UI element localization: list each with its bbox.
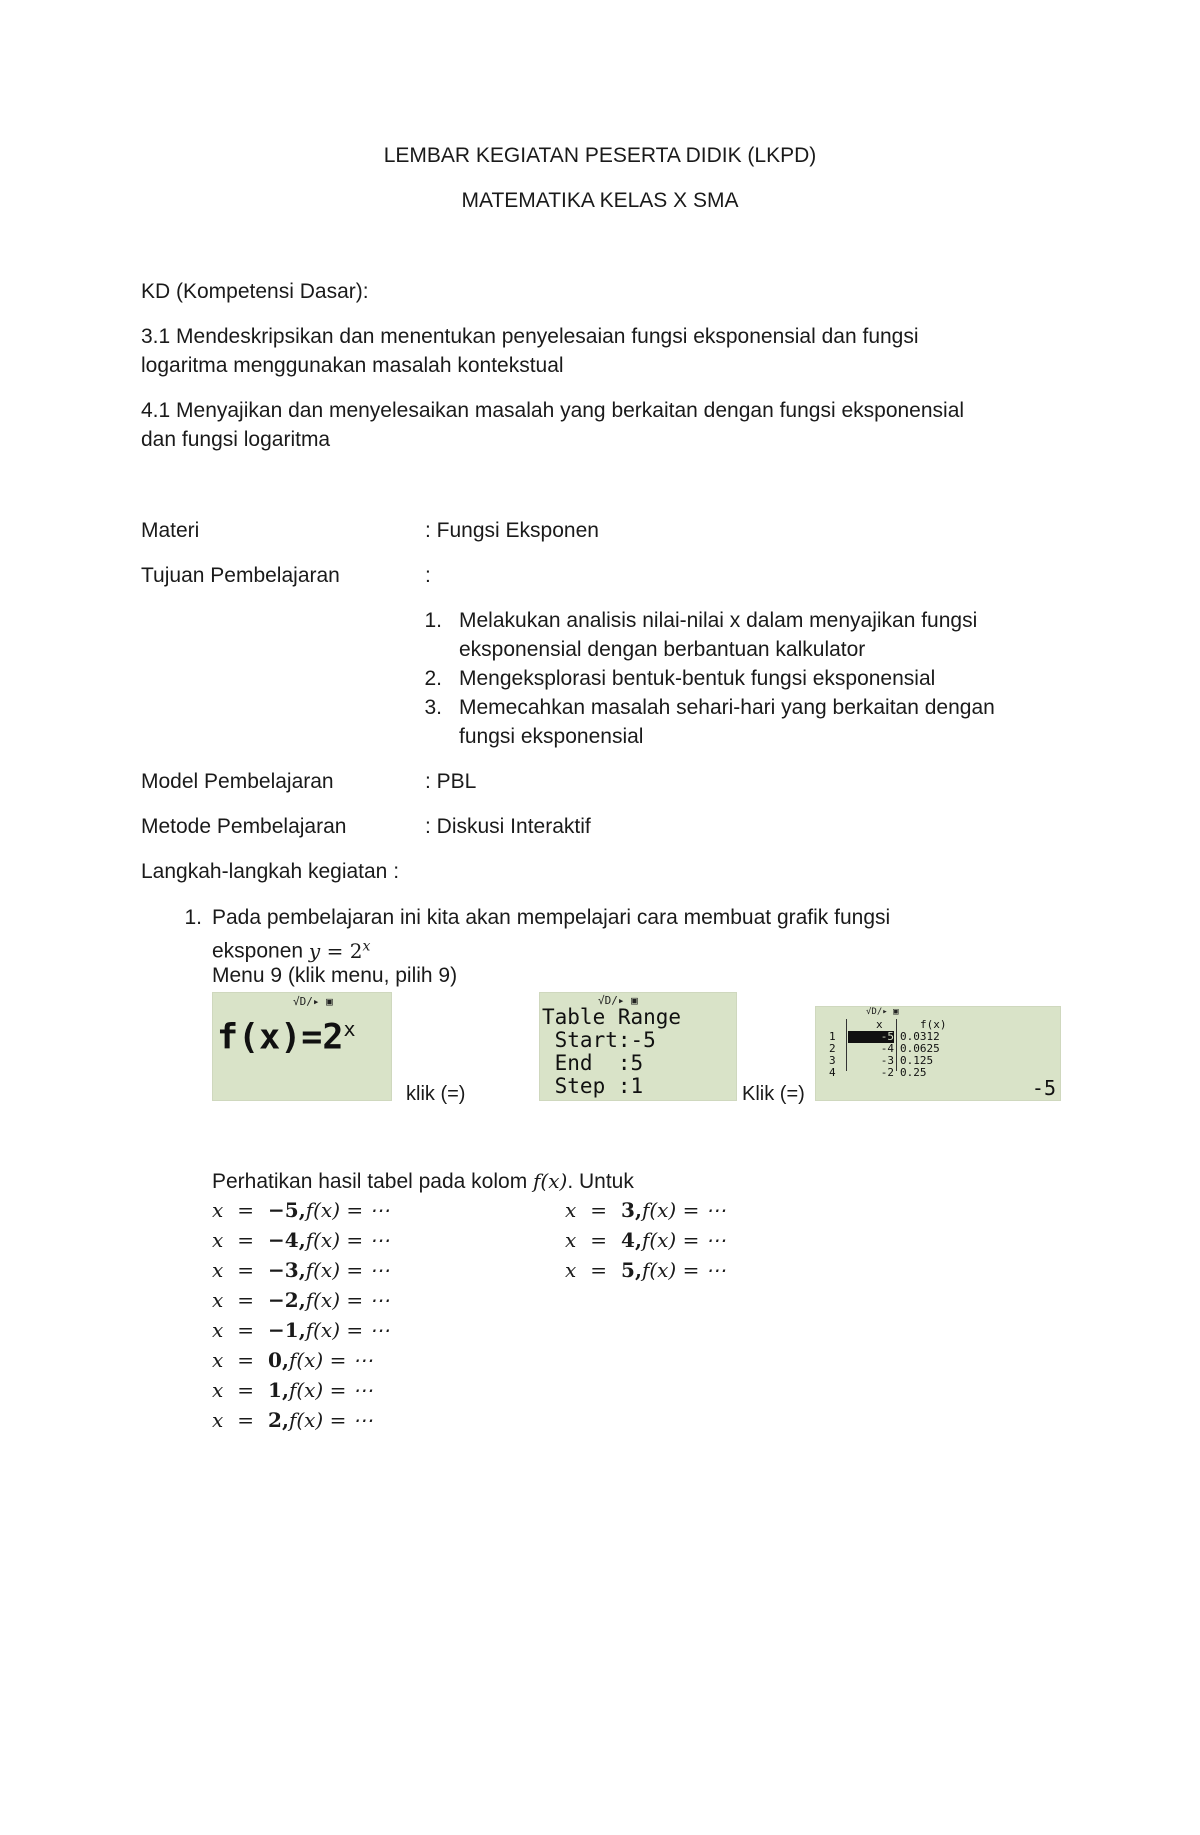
klik-equals-2: Klik (=) bbox=[742, 1083, 805, 1105]
equation-comma: , bbox=[634, 1228, 642, 1252]
formula-eq: = bbox=[320, 938, 350, 963]
observe-intro-fx: f(x) bbox=[533, 1169, 568, 1193]
table-row-2-f: 0.0625 bbox=[900, 1042, 940, 1055]
kd-4-1-line2: dan fungsi logaritma bbox=[141, 428, 331, 451]
table-range-line-2: Start:-5 bbox=[542, 1028, 656, 1052]
equation-equals: = bbox=[237, 1378, 255, 1402]
materi-value: : Fungsi Eksponen bbox=[425, 519, 599, 542]
step-1-num: 1. bbox=[184, 906, 202, 929]
calc-screen-table-range bbox=[539, 992, 737, 1101]
table-range-line-3: End :5 bbox=[542, 1051, 644, 1075]
equation-row bbox=[212, 1316, 389, 1345]
tujuan-item-2-num: 2. bbox=[424, 667, 442, 690]
equation-rhs: f(x) = ⋯ bbox=[641, 1258, 726, 1282]
equation-rhs: f(x) = ⋯ bbox=[288, 1348, 373, 1372]
equation-row bbox=[212, 1256, 389, 1285]
table-row-1-f: 0.0312 bbox=[900, 1030, 940, 1043]
table-divider-0 bbox=[846, 1019, 847, 1071]
tujuan-item-3-num: 3. bbox=[424, 696, 442, 719]
metode-label: Metode Pembelajaran bbox=[141, 815, 347, 838]
equation-row bbox=[212, 1376, 373, 1405]
calc-screen-table bbox=[815, 1006, 1061, 1101]
equation-equals: = bbox=[237, 1408, 255, 1432]
kd-3-1-line2: logaritma menggunakan masalah kontekstual bbox=[141, 354, 564, 377]
calc-indicator-2: √D/▸ ▣ bbox=[598, 994, 638, 1007]
equation-var: x bbox=[212, 1228, 224, 1252]
table-row-1-x: -5 bbox=[848, 1031, 894, 1043]
step-1-line1: Pada pembelajaran ini kita akan mempelajari cara membuat grafik fungsi bbox=[212, 906, 891, 929]
equation-rhs: f(x) = ⋯ bbox=[288, 1408, 373, 1432]
table-header-f: f(x) bbox=[920, 1018, 947, 1031]
equation-x-value: 3 bbox=[621, 1198, 635, 1222]
equation-row bbox=[212, 1406, 373, 1435]
equation-equals: = bbox=[590, 1198, 608, 1222]
equation-rhs: f(x) = ⋯ bbox=[641, 1198, 726, 1222]
kd-heading: KD (Kompetensi Dasar): bbox=[141, 280, 369, 303]
equation-equals: = bbox=[237, 1198, 255, 1222]
table-row-2-idx: 2 bbox=[829, 1042, 836, 1055]
calc-function-text bbox=[217, 1009, 355, 1058]
equation-comma: , bbox=[298, 1288, 306, 1312]
materi-label: Materi bbox=[141, 519, 200, 542]
equation-equals: = bbox=[590, 1258, 608, 1282]
table-bottom-value: -5 bbox=[1031, 1076, 1056, 1100]
equation-rhs: f(x) = ⋯ bbox=[305, 1258, 390, 1282]
table-row-2-x: -4 bbox=[880, 1042, 894, 1055]
kd-4-1-line1: 4.1 Menyajikan dan menyelesaikan masalah yang berkaitan dengan fungsi eksponensial bbox=[141, 399, 965, 422]
equation-var: x bbox=[212, 1348, 224, 1372]
equation-x-value: −1 bbox=[268, 1318, 299, 1342]
equation-rhs: f(x) = ⋯ bbox=[305, 1228, 390, 1252]
menu-instruction: Menu 9 (klik menu, pilih 9) bbox=[212, 964, 458, 987]
table-header-x: x bbox=[876, 1018, 883, 1031]
table-row-3-x: -3 bbox=[880, 1054, 894, 1067]
tujuan-item-3-line2: fungsi eksponensial bbox=[459, 725, 644, 748]
equation-equals: = bbox=[237, 1288, 255, 1312]
equation-row bbox=[212, 1346, 373, 1375]
table-divider-1 bbox=[896, 1019, 897, 1071]
equation-equals: = bbox=[237, 1348, 255, 1372]
table-row-4-x: -2 bbox=[880, 1066, 894, 1079]
equation-x-value: −4 bbox=[268, 1228, 299, 1252]
equation-var: x bbox=[212, 1258, 224, 1282]
klik-equals-1: klik (=) bbox=[406, 1083, 466, 1105]
formula-exp: x bbox=[362, 938, 371, 954]
table-row-1-idx: 1 bbox=[829, 1030, 836, 1043]
model-value: : PBL bbox=[425, 770, 477, 793]
equation-comma: , bbox=[298, 1198, 306, 1222]
equation-rhs: f(x) = ⋯ bbox=[305, 1288, 390, 1312]
equation-comma: , bbox=[298, 1228, 306, 1252]
metode-value: : Diskusi Interaktif bbox=[425, 815, 591, 838]
equation-equals: = bbox=[237, 1228, 255, 1252]
tujuan-item-3-line1: Memecahkan masalah sehari-hari yang berkaitan dengan bbox=[459, 696, 995, 719]
calc-func-exp: x bbox=[343, 1017, 356, 1041]
model-label: Model Pembelajaran bbox=[141, 770, 334, 793]
equation-comma: , bbox=[281, 1378, 289, 1402]
equation-x-value: −2 bbox=[268, 1288, 299, 1312]
equation-x-value: 5 bbox=[621, 1258, 635, 1282]
equation-rhs: f(x) = ⋯ bbox=[288, 1378, 373, 1402]
tujuan-item-1-num: 1. bbox=[424, 609, 442, 632]
equation-x-value: 4 bbox=[621, 1228, 635, 1252]
observe-intro-text: Perhatikan hasil tabel pada kolom bbox=[212, 1170, 534, 1193]
equation-rhs: f(x) = ⋯ bbox=[641, 1228, 726, 1252]
observe-intro bbox=[212, 1167, 634, 1196]
calc-indicator-3: √D/▸ ▣ bbox=[866, 1007, 899, 1017]
calc-screen-function bbox=[212, 992, 392, 1101]
table-range-line-4: Step :1 bbox=[542, 1074, 644, 1098]
tujuan-item-1-line1: Melakukan analisis nilai-nilai x dalam menyajikan fungsi bbox=[459, 609, 978, 632]
equation-row bbox=[565, 1256, 726, 1285]
equation-equals: = bbox=[590, 1228, 608, 1252]
page-subtitle: MATEMATIKA KELAS X SMA bbox=[461, 189, 739, 212]
equation-row bbox=[565, 1226, 726, 1255]
equation-row bbox=[565, 1196, 726, 1225]
calc-indicator: √D/▸ ▣ bbox=[293, 995, 333, 1008]
table-range-line-1: Table Range bbox=[542, 1005, 682, 1029]
equation-var: x bbox=[212, 1198, 224, 1222]
observe-intro-tail: . Untuk bbox=[567, 1170, 634, 1193]
calc-func: f(x)=2 bbox=[217, 1017, 344, 1058]
table-row-4-f: 0.25 bbox=[900, 1066, 927, 1079]
equation-comma: , bbox=[281, 1408, 289, 1432]
equation-equals: = bbox=[237, 1318, 255, 1342]
equation-rhs: f(x) = ⋯ bbox=[305, 1318, 390, 1342]
steps-heading: Langkah-langkah kegiatan : bbox=[141, 860, 400, 883]
equation-comma: , bbox=[281, 1348, 289, 1372]
tujuan-value: : bbox=[425, 564, 431, 587]
equation-x-value: 0 bbox=[268, 1348, 282, 1372]
equation-row bbox=[212, 1286, 389, 1315]
tujuan-label: Tujuan Pembelajaran bbox=[141, 564, 340, 587]
step-1-formula bbox=[309, 939, 370, 963]
equation-equals: = bbox=[237, 1258, 255, 1282]
equation-rhs: f(x) = ⋯ bbox=[305, 1198, 390, 1222]
formula-lhs: y bbox=[308, 938, 321, 963]
equation-comma: , bbox=[634, 1258, 642, 1282]
equation-comma: , bbox=[634, 1198, 642, 1222]
page-title: LEMBAR KEGIATAN PESERTA DIDIK (LKPD) bbox=[383, 144, 817, 167]
table-row-4-idx: 4 bbox=[829, 1066, 836, 1079]
equation-x-value: −3 bbox=[268, 1258, 299, 1282]
equation-comma: , bbox=[298, 1258, 306, 1282]
step-1-line2-text: eksponen bbox=[212, 939, 309, 963]
equation-row bbox=[212, 1226, 389, 1255]
equation-var: x bbox=[565, 1228, 577, 1252]
equation-x-value: −5 bbox=[268, 1198, 299, 1222]
equation-row bbox=[212, 1196, 389, 1225]
equation-var: x bbox=[212, 1318, 224, 1342]
equation-var: x bbox=[212, 1288, 224, 1312]
equation-var: x bbox=[212, 1408, 224, 1432]
table-row-3-idx: 3 bbox=[829, 1054, 836, 1067]
kd-3-1-line1: 3.1 Mendeskripsikan dan menentukan penyelesaian fungsi eksponensial dan fungsi bbox=[141, 325, 919, 348]
tujuan-item-2-line1: Mengeksplorasi bentuk-bentuk fungsi eksponensial bbox=[459, 667, 936, 690]
equation-x-value: 1 bbox=[268, 1378, 282, 1402]
formula-base: 2 bbox=[349, 938, 363, 963]
equation-var: x bbox=[212, 1378, 224, 1402]
equation-var: x bbox=[565, 1198, 577, 1222]
equation-x-value: 2 bbox=[268, 1408, 282, 1432]
equation-var: x bbox=[565, 1258, 577, 1282]
tujuan-item-1-line2: eksponensial dengan berbantuan kalkulator bbox=[459, 638, 866, 661]
equation-comma: , bbox=[298, 1318, 306, 1342]
table-row-3-f: 0.125 bbox=[900, 1054, 934, 1067]
